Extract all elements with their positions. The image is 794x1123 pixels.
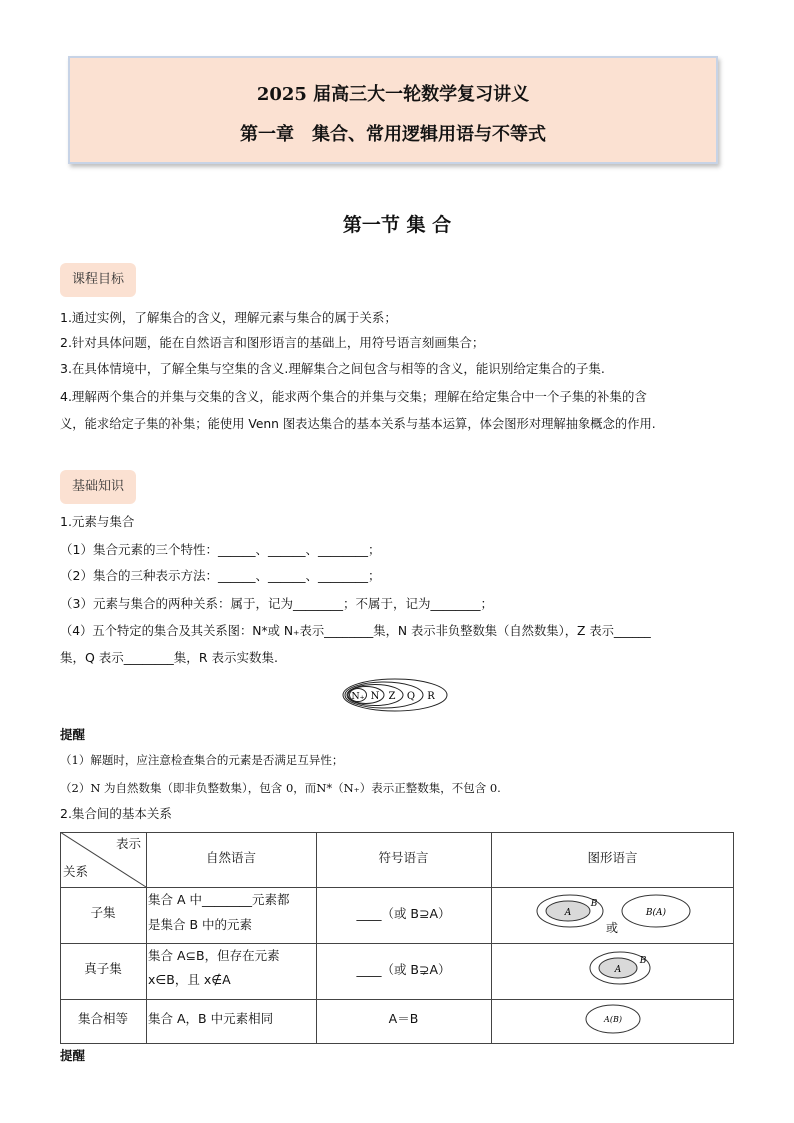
basics-line: （3）元素与集合的两种关系：属于，记为________；不属于，记为________； [60, 596, 493, 611]
row-name: 集合相等 [77, 1011, 128, 1026]
venn-label: B(A) [645, 908, 667, 918]
goal-item: 4.理解两个集合的并集与交集的含义，能求两个集合的并集与交集；理解在给定集合中一个子集的补集的含 [60, 389, 647, 404]
section-title: 第一节 集 合 [342, 214, 452, 236]
goal-item: 义，能求给定子集的补集；能使用 Venn 图表达集合的基本关系与基本运算，体会图形对理解抽象概念的作用. [60, 417, 656, 431]
header-box [68, 56, 718, 164]
row-name: 子集 [90, 905, 116, 920]
equal-venn [580, 1002, 670, 1040]
relations-table [60, 832, 734, 1044]
natural-language: 是集合 B 中的元素 [148, 917, 253, 932]
basics-line: （4）五个特定的集合及其关系图：N*或 N₊表示________集，N 表示非负整数集（自然数集），Z 表示______ [60, 624, 651, 638]
symbol-language: A＝B [388, 1011, 419, 1026]
symbol-language: ____（或 B⊋A） [356, 962, 451, 977]
set-label: N₊ [351, 691, 365, 702]
venn-label: A(B) [604, 1015, 622, 1024]
venn-label: B [639, 956, 647, 966]
hint-item: （1）解题时，应注意检查集合的元素是否满足互异性； [60, 753, 344, 767]
set-label: Z [388, 691, 396, 702]
basics-line: （2）集合的三种表示方法：______、______、________； [60, 568, 381, 583]
basics-tag: 基础知识 [60, 470, 136, 504]
column-header: 自然语言 [205, 850, 256, 865]
basics-line: （1）集合元素的三个特性：______、______、________； [60, 542, 381, 557]
goal-item: 3.在具体情境中，了解全集与空集的含义.理解集合之间包含与相等的含义，能识别给定集合的子集. [60, 361, 605, 376]
symbol-language: ____（或 B⊇A） [356, 906, 451, 921]
or-text: 或 [605, 921, 619, 935]
goals-tag: 课程目标 [60, 263, 136, 297]
basics-line: 集，Q 表示________集，R 表示实数集. [60, 650, 278, 665]
set-label: R [427, 691, 435, 702]
chapter-title: 第一章 集合、常用逻辑用语与不等式 [240, 124, 546, 145]
column-header: 图形语言 [587, 850, 638, 865]
lecture-title: 2025 届高三大一轮数学复习讲义 [256, 84, 530, 105]
natural-language: 集合 A，B 中元素相同 [148, 1011, 274, 1026]
column-header: 符号语言 [378, 850, 429, 865]
hint-title: 提醒 [60, 727, 86, 742]
natural-language: x∈B，且 x∉A [148, 972, 231, 987]
goal-item: 1.通过实例，了解集合的含义，理解元素与集合的属于关系； [60, 310, 397, 325]
venn-label: B [590, 899, 598, 909]
header-top: 表示 [116, 836, 142, 851]
basics-heading: 1.元素与集合 [60, 514, 135, 529]
goal-item: 2.针对具体问题，能在自然语言和图形语言的基础上，用符号语言刻画集合； [60, 335, 485, 350]
number-set-diagram [340, 676, 450, 714]
header-bottom: 关系 [63, 864, 89, 879]
set-label: N [370, 691, 380, 702]
venn-label: A [564, 908, 572, 918]
proper-subset-venn [580, 946, 680, 992]
subset-venn [530, 890, 710, 940]
hint-title: 提醒 [60, 1048, 86, 1063]
relations-heading: 2.集合间的基本关系 [60, 806, 172, 821]
set-label: Q [406, 691, 416, 702]
venn-label: A [614, 965, 622, 975]
hint-item: （2）N 为自然数集（即非负整数集），包含 0，而N*（N₊）表示正整数集，不包含 0. [60, 781, 501, 795]
natural-language: 集合 A⊆B，但存在元素 [148, 948, 280, 963]
row-name: 真子集 [84, 961, 122, 976]
natural-language: 集合 A 中________元素都 [148, 892, 290, 907]
